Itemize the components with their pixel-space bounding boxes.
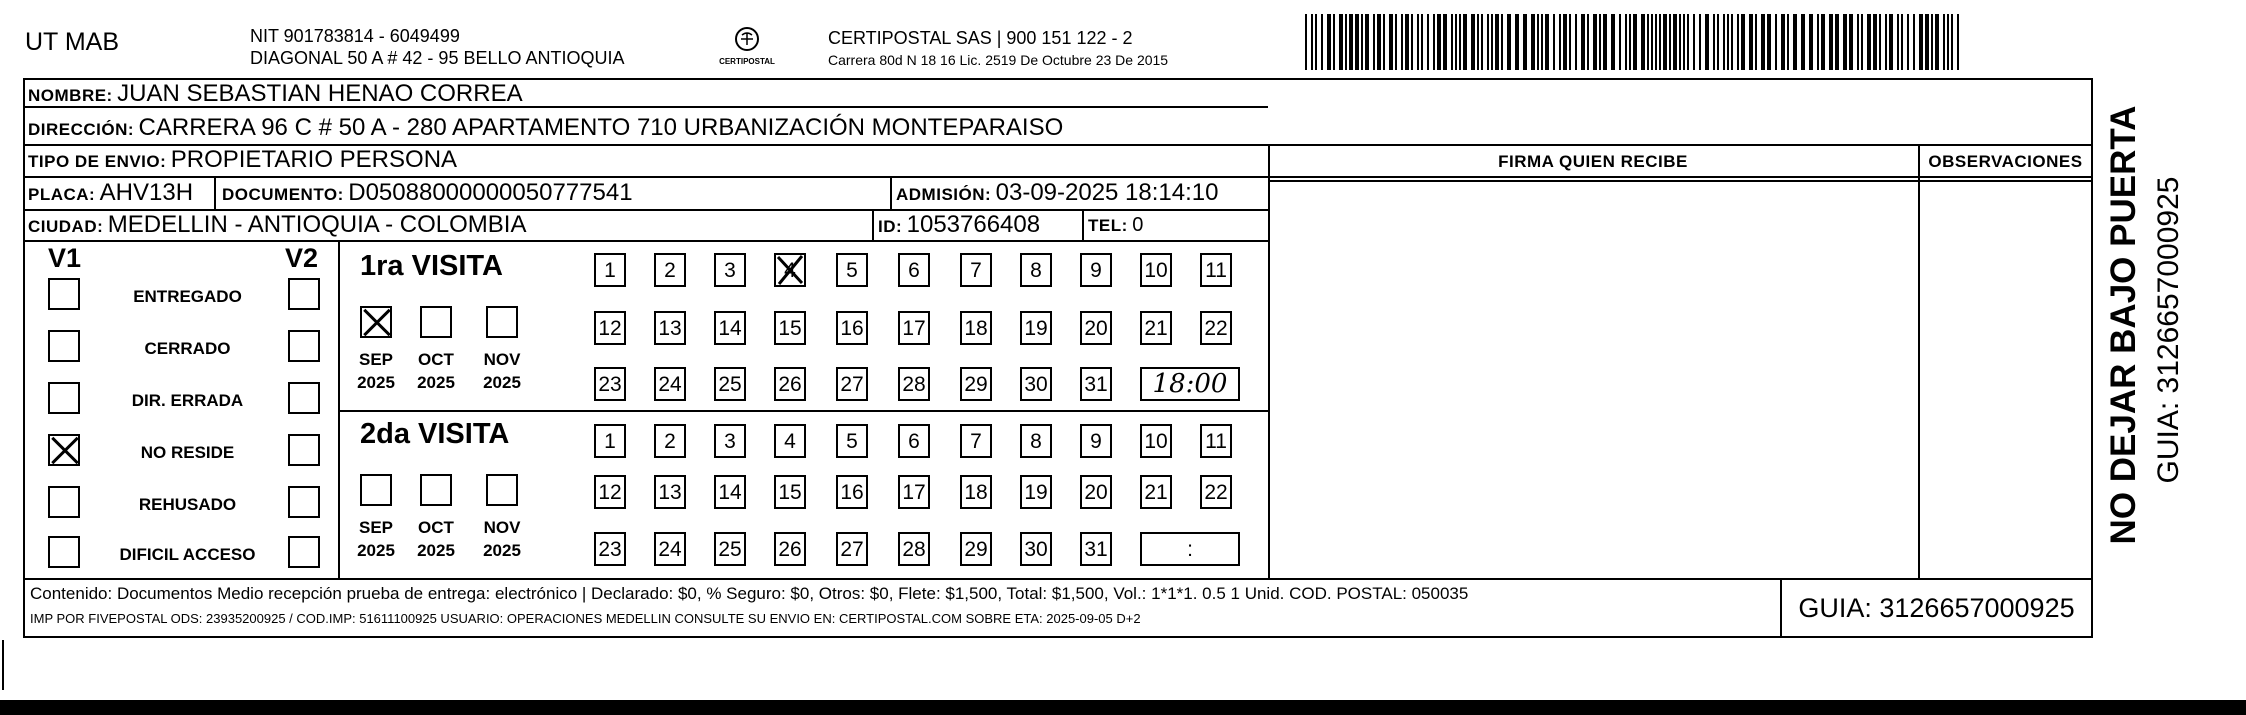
visit1-day-box[interactable]: 1	[594, 253, 626, 287]
barcode-bar	[1817, 14, 1819, 70]
visit1-day-box[interactable]: 17	[898, 311, 930, 345]
barcode-bar	[1587, 14, 1589, 70]
documento-value: D05088000000050777541	[348, 179, 633, 206]
visit2-time-box[interactable]: :	[1140, 532, 1240, 566]
visit2-year-label: 2025	[417, 541, 455, 560]
visit1-day-box[interactable]: 4	[774, 253, 806, 287]
barcode-bar	[1731, 14, 1733, 70]
visit2-day-box[interactable]: 14	[714, 475, 746, 509]
visit1-day-box[interactable]: 7	[960, 253, 992, 287]
barcode-bar	[1741, 14, 1745, 70]
barcode-bar	[1913, 14, 1915, 70]
visit2-year-label: 2025	[357, 541, 395, 560]
v2-checkbox-no-reside[interactable]	[288, 434, 320, 466]
barcode-bar	[1581, 14, 1585, 70]
barcode-bar	[1781, 14, 1785, 70]
visit2-day-box[interactable]: 5	[836, 424, 868, 458]
barcode-bar	[1491, 14, 1493, 70]
ciudad-value: MEDELLIN - ANTIOQUIA - COLOMBIA	[107, 211, 527, 238]
direccion-label: DIRECCIÓN:	[28, 120, 135, 139]
barcode-bar	[1401, 14, 1403, 70]
visit1-day-box[interactable]: 16	[836, 311, 868, 345]
tipo-value: PROPIETARIO PERSONA	[170, 146, 458, 173]
v2-checkbox-dir-errada[interactable]	[288, 382, 320, 414]
visit2-year-label: 2025	[483, 541, 521, 560]
barcode-bar	[1647, 14, 1649, 70]
barcode-bar	[1383, 14, 1385, 70]
visit2-day-box[interactable]: 29	[960, 532, 992, 566]
barcode-bar	[1559, 14, 1561, 70]
barcode-bar	[1451, 14, 1453, 70]
v2-checkbox-rehusado[interactable]	[288, 486, 320, 518]
visit2-day-box[interactable]: 25	[714, 532, 746, 566]
barcode-bar	[1659, 14, 1661, 70]
barcode-bar	[1919, 14, 1923, 70]
visit1-month-label: NOV	[483, 350, 521, 369]
placa-row	[28, 180, 193, 209]
visit2-day-box[interactable]: 1	[594, 424, 626, 458]
visit1-month-checkbox-oct[interactable]	[420, 306, 452, 338]
barcode-bar	[1569, 14, 1571, 70]
barcode-bar	[1935, 14, 1939, 70]
barcode-bar	[1523, 14, 1527, 70]
barcode-bar	[1361, 14, 1363, 70]
visit1-day-box[interactable]: 31	[1080, 367, 1112, 401]
v1-checkbox-cerrado[interactable]	[48, 330, 80, 362]
barcode-bar	[1651, 14, 1653, 70]
v2-label: V2	[285, 243, 319, 273]
certipostal-logo	[712, 24, 782, 70]
barcode-bar	[1593, 14, 1597, 70]
barcode-bar	[1471, 14, 1475, 70]
barcode-bar	[1411, 14, 1413, 70]
barcode-bar	[1723, 14, 1725, 70]
footer-print-info: IMP POR FIVEPOSTAL ODS: 23935200925 / COD.IMP: 51611100925 USUARIO: OPERACIONES MEDELLIN CONSULTE SU ENVIO EN: CERTIPOSTAL.COM SOBRE ETA: 2025-09-05 D+2	[30, 611, 1141, 626]
visit2-month-checkbox-nov[interactable]	[486, 474, 518, 506]
barcode-bar	[1663, 14, 1667, 70]
visit2-day-box[interactable]: 26	[774, 532, 806, 566]
visit1-month-label: SEP	[358, 350, 394, 369]
barcode-bar	[1829, 14, 1833, 70]
nombre-value: JUAN SEBASTIAN HENAO CORREA	[117, 80, 523, 107]
barcode-bar	[1925, 14, 1929, 70]
visit1-day-box[interactable]: 10	[1140, 253, 1172, 287]
ciudad-label: CIUDAD:	[28, 217, 104, 236]
barcode-bar	[1455, 14, 1457, 70]
barcode-bar	[1885, 14, 1887, 70]
visit1-day-box[interactable]: 15	[774, 311, 806, 345]
visit2-day-box[interactable]: 13	[654, 475, 686, 509]
barcode-bar	[1867, 14, 1871, 70]
barcode-bar	[1599, 14, 1601, 70]
tel-row	[1088, 212, 1143, 240]
visit2-day-box[interactable]: 30	[1020, 532, 1052, 566]
v1-checkbox-dir-errada[interactable]	[48, 382, 80, 414]
status-label-no-reside: NO RESIDE	[140, 443, 235, 462]
company-address: DIAGONAL 50 A # 42 - 95 BELLO ANTIOQUIA	[250, 48, 625, 68]
firma-header: FIRMA QUIEN RECIBE	[1498, 152, 1688, 171]
barcode-bar	[1655, 14, 1657, 70]
barcode-bar	[1669, 14, 1671, 70]
visit2-month-label: SEP	[358, 518, 394, 537]
visit2-month-label: OCT	[418, 518, 454, 537]
placa-label: PLACA:	[28, 185, 96, 204]
barcode-bar	[1873, 14, 1877, 70]
barcode-bar	[1809, 14, 1813, 70]
visit2-day-box[interactable]: 16	[836, 475, 868, 509]
visit2-day-box[interactable]: 31	[1080, 532, 1112, 566]
barcode-bar	[1749, 14, 1753, 70]
v1-checkbox-no-reside[interactable]	[48, 434, 80, 466]
barcode-bar	[1951, 14, 1953, 70]
visit1-day-box[interactable]: 9	[1080, 253, 1112, 287]
barcode-bar	[1889, 14, 1893, 70]
barcode-bar	[1957, 14, 1959, 70]
barcode-bar	[1531, 14, 1535, 70]
v2-checkbox-dificil-acceso[interactable]	[288, 536, 320, 568]
company-name: UT MAB	[25, 28, 119, 56]
visit1-day-box[interactable]: 22	[1200, 311, 1232, 345]
barcode-bar	[1545, 14, 1549, 70]
barcode-bar	[1679, 14, 1681, 70]
barcode-bar	[1481, 14, 1483, 70]
barcode-bar	[1821, 14, 1825, 70]
visit2-day-box[interactable]: 17	[898, 475, 930, 509]
visit1-day-box[interactable]: 28	[898, 367, 930, 401]
tel-label: TEL:	[1088, 216, 1128, 235]
visit2-day-box[interactable]: 28	[898, 532, 930, 566]
barcode-bar	[1629, 14, 1631, 70]
visit1-year-label: 2025	[417, 373, 455, 392]
barcode-bar	[1713, 14, 1715, 70]
barcode-bar	[1537, 14, 1539, 70]
admision-row	[896, 180, 1218, 209]
barcode-bar	[1861, 14, 1863, 70]
v2-checkbox-cerrado[interactable]	[288, 330, 320, 362]
barcode-bar	[1761, 14, 1765, 70]
status-label-entregado: ENTREGADO	[133, 287, 242, 306]
direccion-value: CARRERA 96 C # 50 A - 280 APARTAMENTO 710 URBANIZACIÓN MONTEPARAISO	[138, 114, 1064, 141]
id-label: ID:	[878, 217, 903, 236]
barcode-bar	[1897, 14, 1899, 70]
visit2-month-checkbox-oct[interactable]	[420, 474, 452, 506]
visit1-time-box[interactable]: 18:00	[1140, 367, 1240, 401]
visit1-day-box[interactable]: 30	[1020, 367, 1052, 401]
barcode-bar	[1541, 14, 1543, 70]
documento-row	[222, 180, 633, 209]
barcode-bar	[1931, 14, 1933, 70]
barcode-bar	[1835, 14, 1839, 70]
visit1-day-box[interactable]: 3	[714, 253, 746, 287]
visit1-day-box[interactable]: 27	[836, 367, 868, 401]
v1-checkbox-dificil-acceso[interactable]	[48, 536, 80, 568]
tel-value: 0	[1132, 214, 1144, 236]
barcode-bar	[1787, 14, 1789, 70]
placa-value: AHV13H	[99, 179, 194, 206]
barcode-bar	[1389, 14, 1393, 70]
barcode-bar	[1619, 14, 1621, 70]
visit1-month-checkbox-nov[interactable]	[486, 306, 518, 338]
barcode-bar	[1315, 14, 1317, 70]
barcode-bar	[1433, 14, 1435, 70]
visit1-day-box[interactable]: 25	[714, 367, 746, 401]
barcode	[1305, 14, 1965, 70]
barcode-bar	[1857, 14, 1859, 70]
visit2-month-checkbox-sep[interactable]	[360, 474, 392, 506]
barcode-bar	[1947, 14, 1949, 70]
barcode-bar	[1443, 14, 1447, 70]
barcode-bar	[1575, 14, 1577, 70]
status-label-dir-errada: DIR. ERRADA	[131, 391, 244, 410]
visit2-month-label: NOV	[483, 518, 521, 537]
barcode-bar	[1339, 14, 1343, 70]
barcode-bar	[1793, 14, 1797, 70]
day-cross-mark	[774, 253, 806, 287]
barcode-bar	[1687, 14, 1689, 70]
barcode-bar	[1501, 14, 1503, 70]
visit2-day-box[interactable]: 8	[1020, 424, 1052, 458]
barcode-bar	[1355, 14, 1359, 70]
barcode-bar	[1767, 14, 1771, 70]
visit1-day-box[interactable]: 11	[1200, 253, 1232, 287]
barcode-bar	[1775, 14, 1777, 70]
barcode-bar	[1427, 14, 1429, 70]
barcode-bar	[1683, 14, 1685, 70]
company-nit: NIT 901783814 - 6049499	[250, 26, 460, 46]
tipo-label: TIPO DE ENVIO:	[28, 152, 167, 171]
barcode-bar	[1395, 14, 1397, 70]
visit1-day-box[interactable]: 12	[594, 311, 626, 345]
barcode-bar	[1463, 14, 1467, 70]
barcode-bar	[1327, 14, 1331, 70]
visit1-day-box[interactable]: 23	[594, 367, 626, 401]
barcode-bar	[1849, 14, 1853, 70]
barcode-bar	[1633, 14, 1637, 70]
nombre-row	[28, 81, 523, 110]
status-label-cerrado: CERRADO	[144, 339, 231, 358]
barcode-bar	[1495, 14, 1499, 70]
side-guia-text: GUIA: 3126657000925	[2152, 176, 2185, 484]
footer-guia: GUIA: 3126657000925	[1798, 593, 2075, 623]
barcode-bar	[1673, 14, 1677, 70]
barcode-bar	[1563, 14, 1567, 70]
barcode-bar	[1373, 14, 1375, 70]
barcode-bar	[1349, 14, 1353, 70]
nombre-label: NOMBRE:	[28, 86, 113, 105]
barcode-bar	[1699, 14, 1701, 70]
status-label-dificil-acceso: DIFICIL ACCESO	[119, 545, 256, 564]
visit2-day-box[interactable]: 7	[960, 424, 992, 458]
visit2-day-box[interactable]: 6	[898, 424, 930, 458]
ciudad-row	[28, 212, 526, 241]
documento-label: DOCUMENTO:	[222, 185, 344, 204]
visit1-day-box[interactable]: 8	[1020, 253, 1052, 287]
barcode-bar	[1421, 14, 1423, 70]
visit2-day-box[interactable]: 21	[1140, 475, 1172, 509]
visit1-day-box[interactable]: 13	[654, 311, 686, 345]
barcode-bar	[1437, 14, 1441, 70]
barcode-bar	[1377, 14, 1381, 70]
visit2-day-box[interactable]: 27	[836, 532, 868, 566]
id-row	[878, 212, 1040, 241]
side-guia	[2150, 150, 2190, 510]
direccion-row	[28, 115, 1063, 144]
observaciones-header: OBSERVACIONES	[1928, 152, 2083, 171]
visit1-day-box[interactable]: 2	[654, 253, 686, 287]
barcode-bar	[1459, 14, 1461, 70]
logo-text: CERTIPOSTAL	[719, 57, 775, 66]
footer-content: Contenido: Documentos Medio recepción prueba de entrega: electrónico | Declarado: $0, % Seguro: $0, Otros: $0, Flete: $1,500, Total: $1,500, Vol.: 1*1*1. 0.5 1 Unid. COD. POSTAL: 050035	[30, 584, 1469, 603]
visit1-day-box[interactable]: 29	[960, 367, 992, 401]
visit2-day-box[interactable]: 20	[1080, 475, 1112, 509]
barcode-bar	[1641, 14, 1645, 70]
barcode-bar	[1365, 14, 1369, 70]
barcode-bar	[1487, 14, 1489, 70]
visit2-day-box[interactable]: 9	[1080, 424, 1112, 458]
visit1-title: 1ra VISITA	[360, 250, 503, 282]
barcode-bar	[1333, 14, 1335, 70]
visit1-day-box[interactable]: 20	[1080, 311, 1112, 345]
v1-label: V1	[48, 243, 82, 273]
visit1-day-box[interactable]: 21	[1140, 311, 1172, 345]
tipo-row	[28, 147, 457, 176]
barcode-bar	[1717, 14, 1719, 70]
visit2-day-box[interactable]: 3	[714, 424, 746, 458]
carrier-name: CERTIPOSTAL SAS | 900 151 122 - 2	[828, 28, 1133, 48]
no-dejar-text: NO DEJAR BAJO PUERTA	[2104, 105, 2143, 545]
status-label-rehusado: REHUSADO	[138, 495, 237, 514]
barcode-bar	[1943, 14, 1945, 70]
visit1-day-box[interactable]: 19	[1020, 311, 1052, 345]
visit2-day-box[interactable]: 23	[594, 532, 626, 566]
barcode-bar	[1755, 14, 1757, 70]
visit2-day-box[interactable]: 12	[594, 475, 626, 509]
barcode-bar	[1879, 14, 1881, 70]
barcode-bar	[1625, 14, 1627, 70]
barcode-bar	[1737, 14, 1739, 70]
barcode-bar	[1727, 14, 1729, 70]
visit2-day-box[interactable]: 19	[1020, 475, 1052, 509]
visit2-day-box[interactable]: 11	[1200, 424, 1232, 458]
id-value: 1053766408	[906, 211, 1041, 238]
barcode-bar	[1477, 14, 1479, 70]
barcode-bar	[1515, 14, 1519, 70]
admision-value: 03-09-2025 18:14:10	[995, 179, 1219, 206]
visit2-day-box[interactable]: 15	[774, 475, 806, 509]
barcode-bar	[1843, 14, 1847, 70]
visit2-day-box[interactable]: 24	[654, 532, 686, 566]
admision-label: ADMISIÓN:	[896, 185, 992, 204]
v1-checkbox-entregado[interactable]	[48, 278, 80, 310]
barcode-bar	[1311, 14, 1313, 70]
barcode-bar	[1907, 14, 1909, 70]
barcode-bar	[1693, 14, 1695, 70]
scan-edge-bottom	[0, 700, 2246, 715]
barcode-bar	[1305, 14, 1307, 70]
barcode-bar	[1553, 14, 1555, 70]
visit1-month-checkbox-sep[interactable]	[360, 306, 392, 338]
visit2-title: 2da VISITA	[360, 418, 510, 450]
barcode-bar	[1405, 14, 1409, 70]
barcode-bar	[1705, 14, 1709, 70]
visit1-day-box[interactable]: 18	[960, 311, 992, 345]
scan-edge-left	[2, 640, 4, 690]
visit2-day-box[interactable]: 18	[960, 475, 992, 509]
visit1-day-box[interactable]: 26	[774, 367, 806, 401]
visit1-day-box[interactable]: 5	[836, 253, 868, 287]
visit1-month-label: OCT	[418, 350, 454, 369]
v2-checkbox-entregado[interactable]	[288, 278, 320, 310]
barcode-bar	[1321, 14, 1323, 70]
visit1-day-box[interactable]: 24	[654, 367, 686, 401]
visit1-year-label: 2025	[483, 373, 521, 392]
barcode-bar	[1417, 14, 1419, 70]
barcode-bar	[1345, 14, 1347, 70]
visit1-day-box[interactable]: 14	[714, 311, 746, 345]
barcode-bar	[1901, 14, 1903, 70]
side-notice	[2098, 100, 2148, 550]
visit2-day-box[interactable]: 22	[1200, 475, 1232, 509]
barcode-bar	[1603, 14, 1607, 70]
v1-checkbox-rehusado[interactable]	[48, 486, 80, 518]
visit1-year-label: 2025	[357, 373, 395, 392]
barcode-bar	[1611, 14, 1615, 70]
visit2-day-box[interactable]: 2	[654, 424, 686, 458]
visit1-day-box[interactable]: 6	[898, 253, 930, 287]
carrier-license: Carrera 80d N 18 16 Lic. 2519 De Octubre 23 De 2015	[828, 52, 1169, 68]
barcode-bar	[1507, 14, 1511, 70]
visit2-day-box[interactable]: 10	[1140, 424, 1172, 458]
barcode-bar	[1801, 14, 1805, 70]
visit2-day-box[interactable]: 4	[774, 424, 806, 458]
